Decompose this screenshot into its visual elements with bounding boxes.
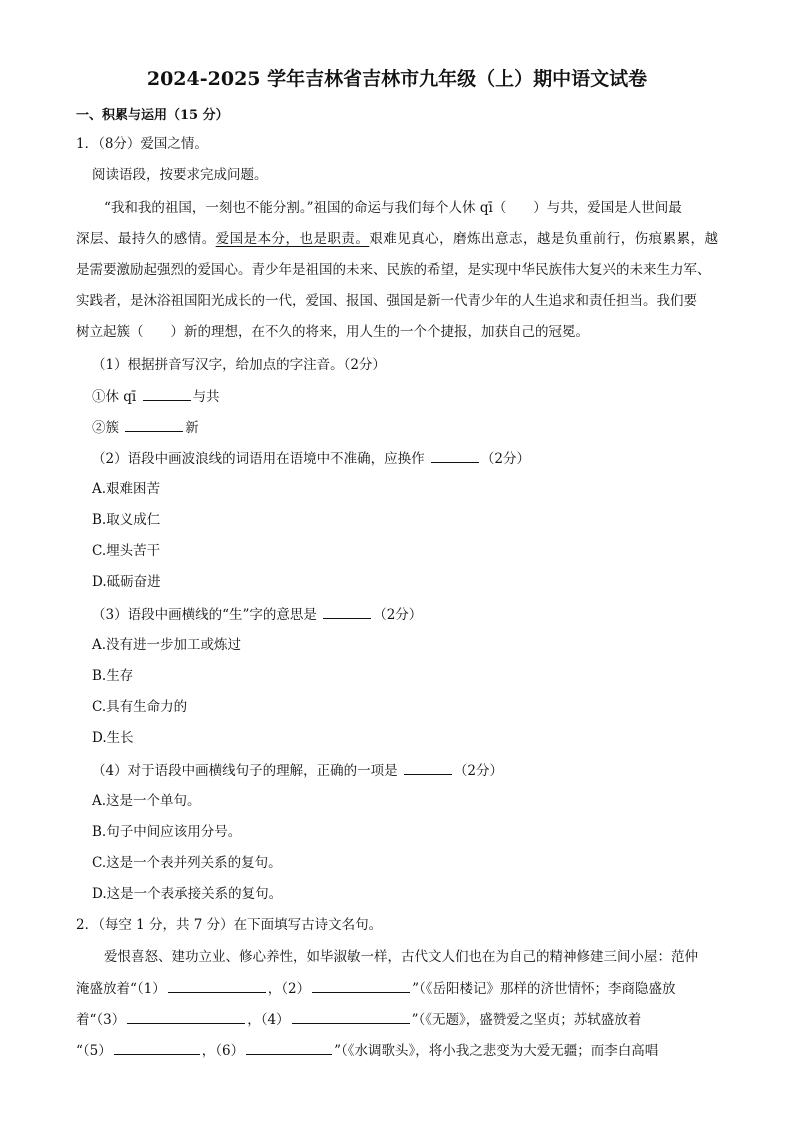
answer-blank[interactable] — [143, 387, 191, 401]
sub-question-1-item-2 — [92, 418, 199, 437]
passage-line-2 — [76, 230, 718, 248]
q2-text: ”（《无题》，盛赞爱之坚贞；苏轼盛放着 — [411, 1012, 642, 1028]
sub-question-3 — [92, 605, 422, 624]
option: B.取义成仁 — [92, 512, 161, 528]
q2-text: 着“（3） — [76, 1012, 126, 1028]
passage-line-3: 是需要激励起强烈的爱国心。青少年是祖国的未来、民族的希望，是实现中华民族伟大复兴的未来生力军、 — [76, 262, 711, 278]
option: D.这是一个表承接关系的复句。 — [92, 886, 283, 902]
answer-blank[interactable] — [323, 605, 371, 619]
q2-line-3 — [76, 1010, 641, 1029]
question-1-instruction: 阅读语段，按要求完成问题。 — [92, 167, 268, 183]
passage-line-5: 树立起簇（ ）新的理想，在不久的将来，用人生的一个个捷报，加获自己的冠冕。 — [76, 324, 589, 340]
q2-text: ，（6） — [201, 1043, 245, 1059]
question-2-heading: 2．（每空 1 分，共 7 分）在下面填写古诗文名句。 — [76, 917, 383, 933]
score: （2分） — [480, 451, 530, 467]
q2-line-2 — [76, 979, 676, 998]
item-label: ②簇 — [92, 420, 119, 436]
sub-question-2 — [92, 449, 530, 468]
section-heading: 一、积累与运用（15 分） — [76, 108, 229, 123]
option: B.生存 — [92, 668, 134, 684]
q2-line-4 — [76, 1041, 658, 1060]
answer-blank[interactable] — [292, 1010, 410, 1024]
option: B.句子中间应该用分号。 — [92, 824, 242, 840]
answer-blank[interactable] — [168, 979, 266, 993]
passage-text: 深层、最持久的感情。 — [76, 231, 216, 247]
option: A.艰难困苦 — [92, 481, 161, 497]
item-suffix: 与共 — [192, 389, 220, 405]
answer-blank[interactable] — [127, 1010, 245, 1024]
option: C.具有生命力的 — [92, 699, 188, 715]
score: （2分） — [453, 763, 503, 779]
q2-text: ，（2） — [267, 981, 311, 997]
passage-line-1: “我和我的祖国，一刻也不能分割。”祖国的命运与我们每个人休 qī（ ）与共，爱国是人世间最 — [104, 200, 682, 216]
underlined-sentence: 爱国是本分，也是职责。 — [215, 231, 370, 247]
item-suffix: 新 — [185, 420, 199, 436]
answer-blank[interactable] — [312, 979, 410, 993]
option: D.生长 — [92, 730, 134, 746]
question-1-heading: 1．（8分）爱国之情。 — [76, 136, 208, 152]
q2-text: ，（4） — [247, 1012, 290, 1028]
passage-line-4: 实践者，是沐浴祖国阳光成长的一代，爱国、报国、强国是新一代青少年的人生追求和责任担当。我们要 — [76, 293, 697, 309]
item-label: ①休 qī — [92, 389, 137, 405]
answer-blank[interactable] — [125, 418, 183, 432]
q2-line-1: 爱恨喜怒、建功立业、修心养性，如毕淑敏一样，古代文人们也在为自己的精神修建三间小屋：范仲 — [104, 949, 698, 965]
option: A.这是一个单句。 — [92, 793, 201, 809]
exam-title: 2024-2025 学年吉林省吉林市九年级（上）期中语文试卷 — [146, 68, 648, 90]
answer-blank[interactable] — [114, 1041, 200, 1055]
sub-question-text: （3）语段中画横线的“生”字的意思是 — [92, 607, 317, 623]
score: （2分） — [373, 607, 423, 623]
sub-question-text: （4）对于语段中画横线句子的理解，正确的一项是 — [92, 763, 398, 779]
sub-question-1-item-1 — [92, 387, 220, 406]
answer-blank[interactable] — [246, 1041, 332, 1055]
option: C.埋头苦干 — [92, 543, 161, 559]
q2-text: ”（《水调歌头》，将小我之悲变为大爱无疆；而李白高唱 — [334, 1043, 659, 1059]
passage-text: 艰难见真心，磨炼出意志，越是负重前行，伤痕累累，越 — [369, 231, 719, 247]
q2-text: “（5） — [76, 1043, 112, 1059]
sub-question-text: （2）语段中画波浪线的词语用在语境中不准确，应换作 — [92, 451, 425, 467]
option: A.没有进一步加工或炼过 — [92, 637, 242, 653]
sub-question-1: （1）根据拼音写汉字，给加点的字注音。（2分） — [92, 357, 386, 373]
q2-text: 淹盛放着“（1） — [76, 981, 166, 997]
option: D.砥砺奋进 — [92, 574, 161, 590]
option: C.这是一个表并列关系的复句。 — [92, 855, 282, 871]
q2-text: ”（《岳阳楼记》那样的济世情怀；李商隐盛放 — [412, 981, 676, 997]
answer-blank[interactable] — [431, 449, 479, 463]
sub-question-4 — [92, 761, 503, 780]
answer-blank[interactable] — [404, 761, 452, 775]
